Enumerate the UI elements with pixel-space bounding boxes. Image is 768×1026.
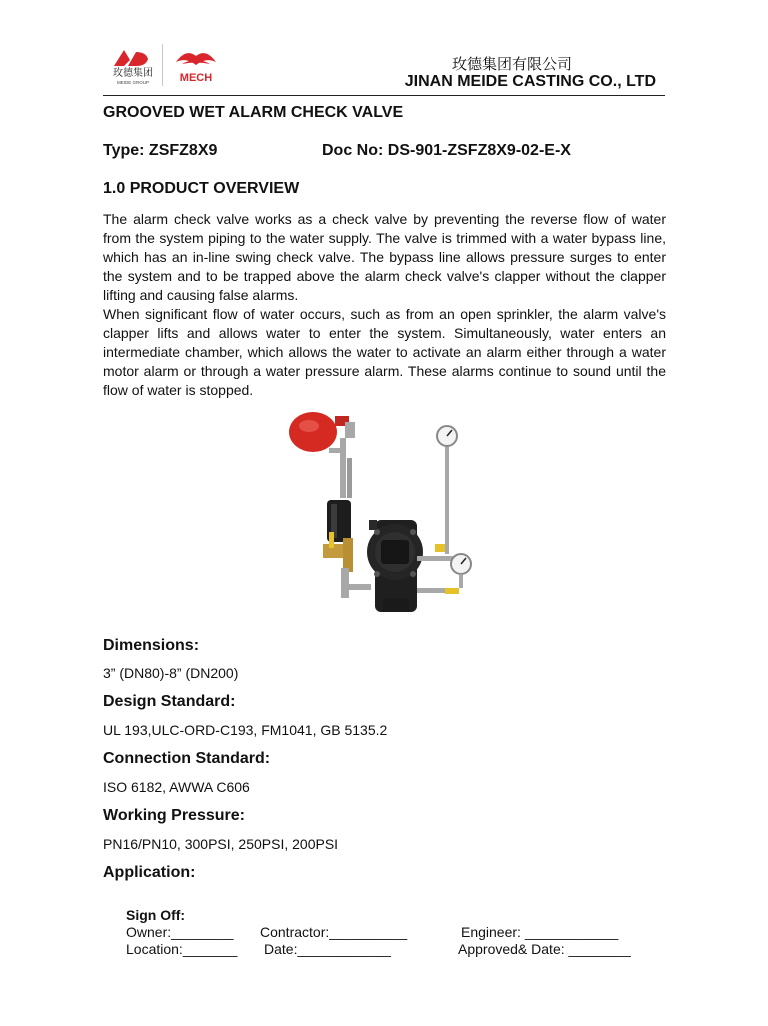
company-name-cn: 玫德集团有限公司 [451, 55, 572, 73]
dimensions-label: Dimensions: [103, 637, 200, 654]
logo1-subtext: MEIDE GROUP [116, 80, 150, 85]
date-field: Date:____________ [264, 941, 391, 957]
meide-group-logo [108, 46, 158, 86]
engineer-field: Engineer: ____________ [461, 924, 619, 940]
connection-standard-value: ISO 6182, AWWA C606 [103, 779, 250, 795]
signoff-block [126, 907, 631, 958]
mech-logo [168, 46, 224, 86]
location-field: Location:_______ [126, 941, 238, 957]
document-number: Doc No: DS-901-ZSFZ8X9-02-E-X [322, 142, 571, 159]
design-standard-value: UL 193,ULC-ORD-C193, FM1041, GB 5135.2 [103, 722, 388, 738]
header-divider [103, 95, 665, 96]
working-pressure-label: Working Pressure: [103, 807, 245, 824]
owner-field: Owner:________ [126, 924, 234, 940]
overview-paragraph-1: The alarm check valve works as a check valve by preventing the reverse flow of water from the system piping to the water supply. The valve is trimmed with a water bypass line, which has an in-line swing check valve. The bypass line allows pressure surges to enter the system and to be trapped above the alarm check valve's clapper without the clapper lifting and causing false alarms. [103, 211, 666, 303]
application-label: Application: [103, 864, 196, 881]
dimensions-value: 3” (DN80)-8” (DN200) [103, 665, 239, 681]
company-name-en: JINAN MEIDE CASTING CO., LTD [404, 73, 656, 90]
working-pressure-value: PN16/PN10, 300PSI, 250PSI, 200PSI [103, 836, 339, 852]
product-photo [285, 408, 485, 618]
logo-divider [162, 44, 163, 86]
document-title: GROOVED WET ALARM CHECK VALVE [103, 104, 404, 121]
logo2-text: MECH [179, 72, 213, 84]
approved-date-field: Approved& Date: ________ [458, 941, 631, 957]
contractor-field: Contractor:__________ [260, 924, 408, 940]
logo1-text: 玫德集团 [113, 68, 153, 79]
signoff-title: Sign Off: [126, 907, 186, 923]
design-standard-label: Design Standard: [103, 693, 236, 710]
overview-paragraph-2: When significant flow of water occurs, such as from an open sprinkler, the alarm valve's clapper lifts and allows water to enter the system. Simultaneously, water enters an intermediate chamber, which allows the water to activate an alarm either through a water motor alarm or through a water pressure alarm. These alarms continue to sound until the flow of water is stopped. [103, 306, 666, 398]
connection-standard-label: Connection Standard: [103, 750, 271, 767]
section-heading-overview: 1.0 PRODUCT OVERVIEW [103, 180, 300, 197]
product-type: Type: ZSFZ8X9 [103, 142, 218, 159]
